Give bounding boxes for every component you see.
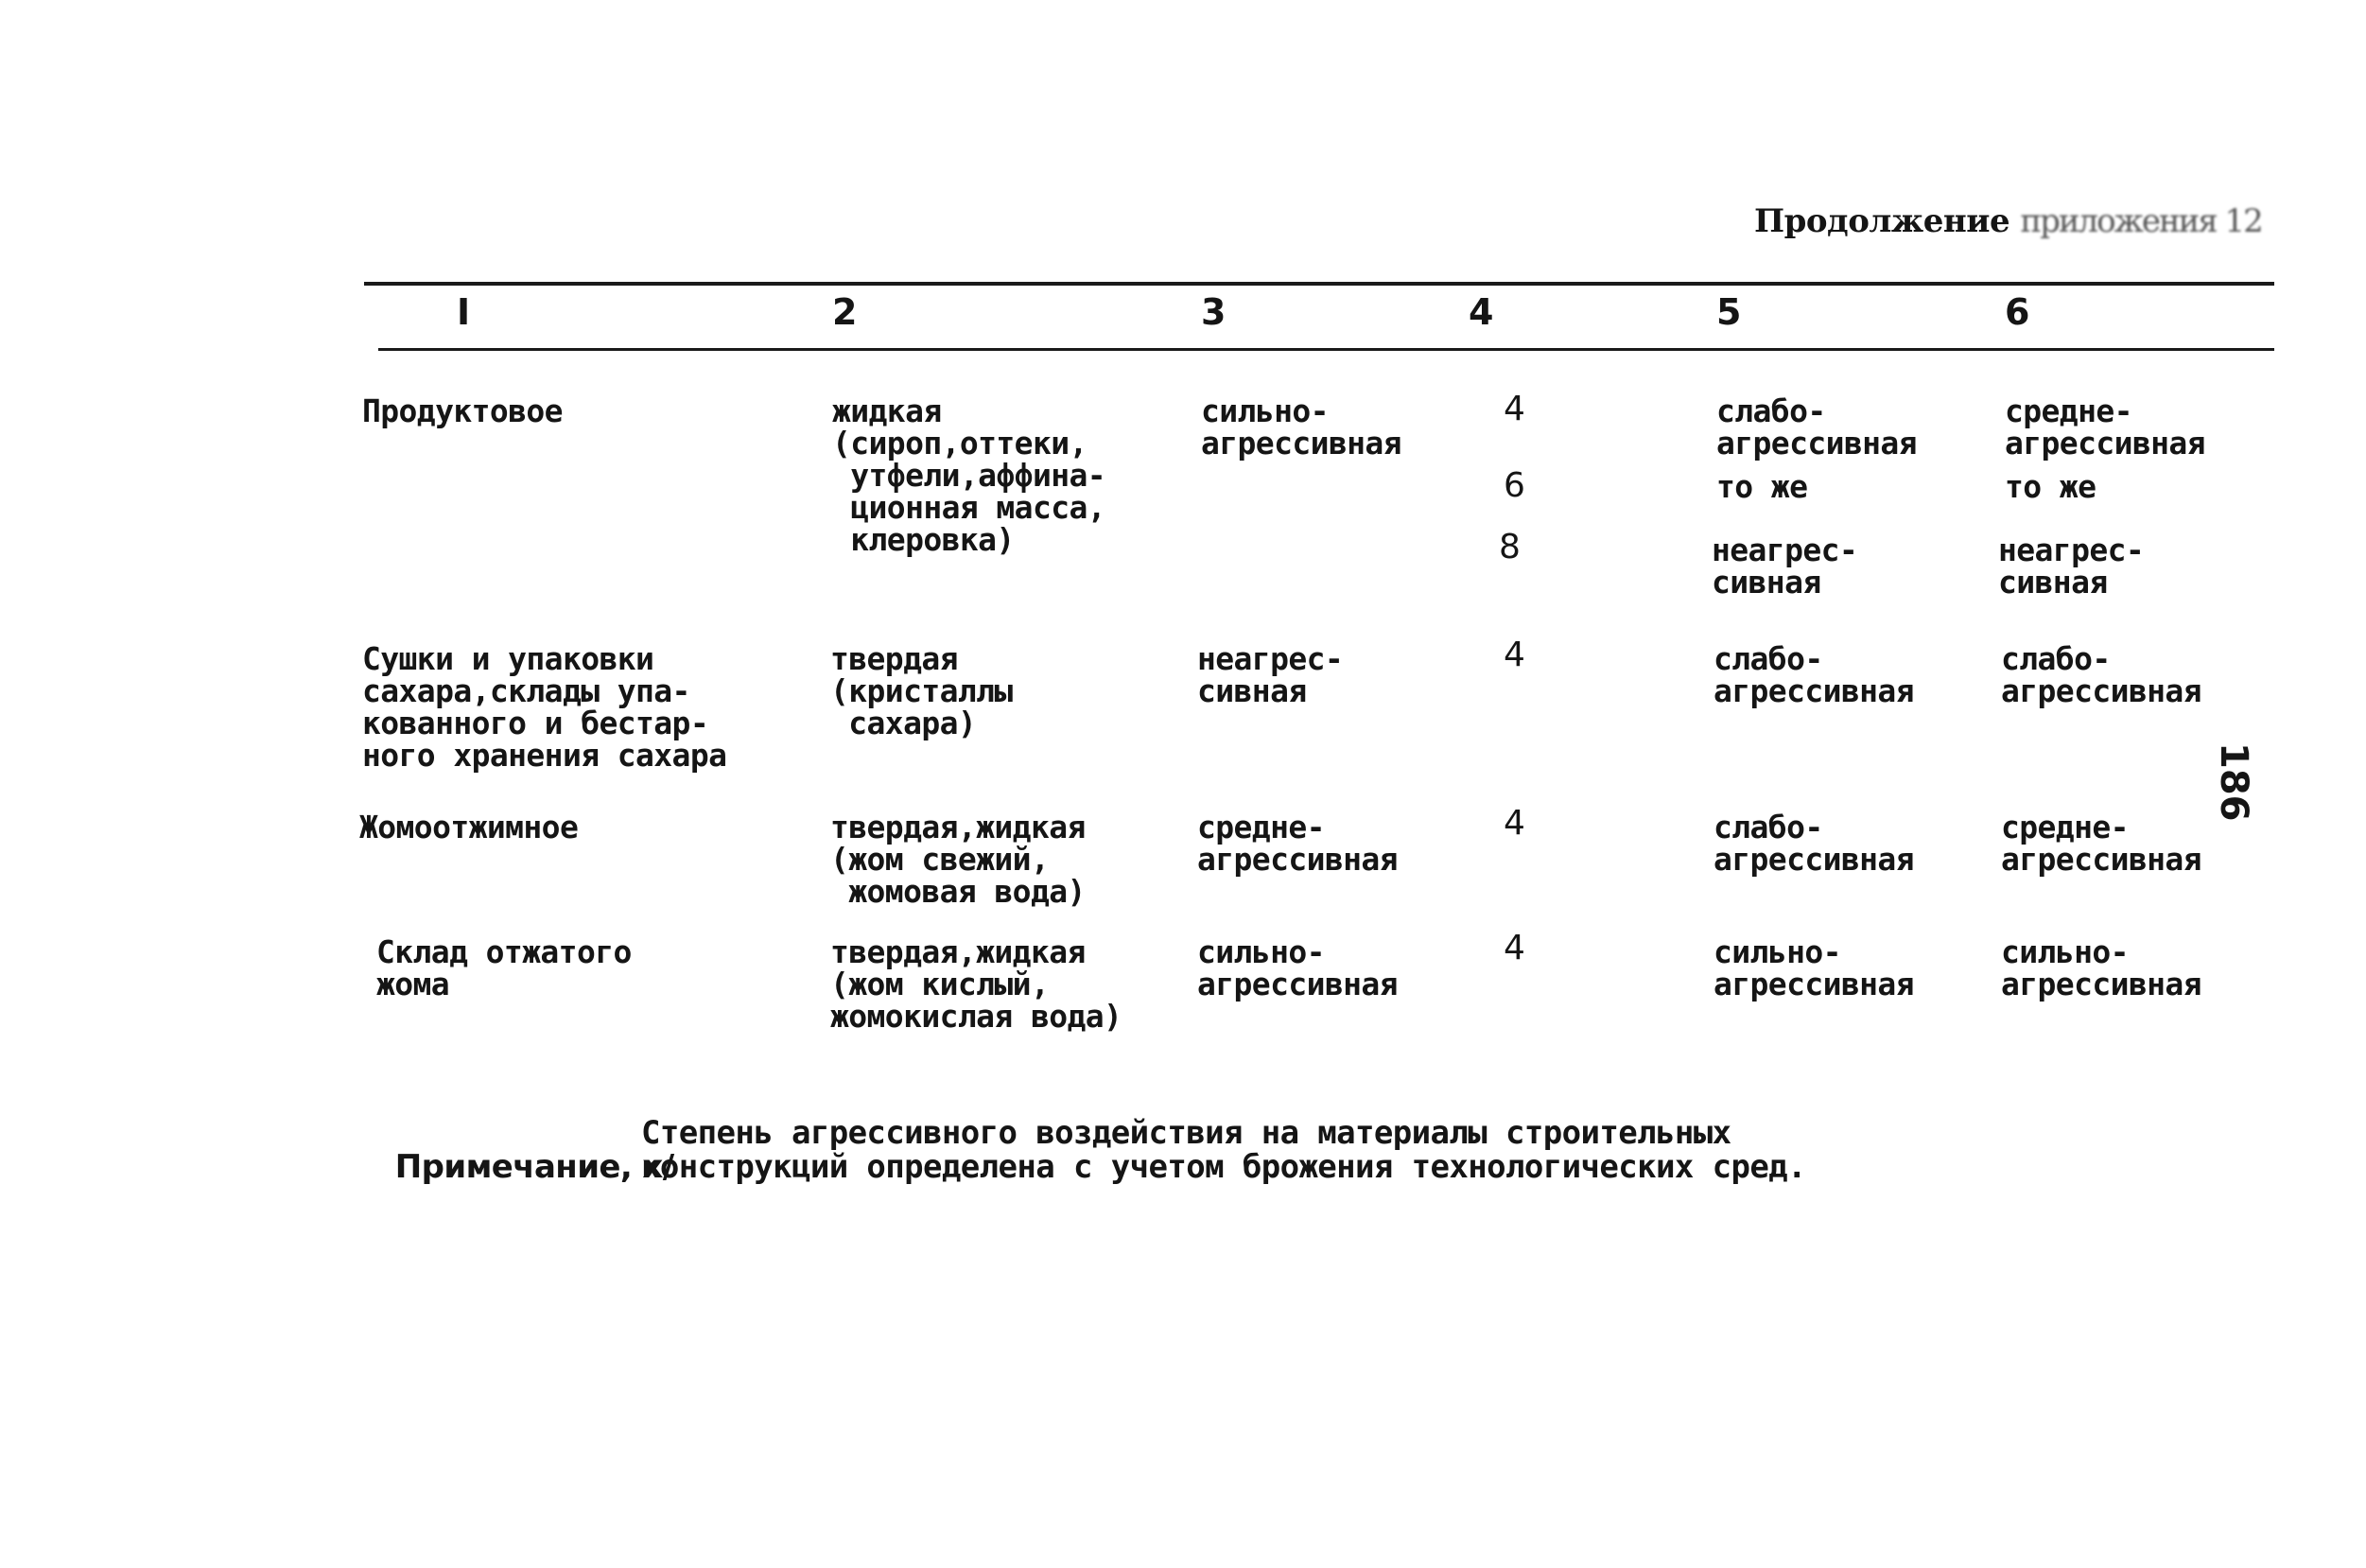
footnote-label: Примечание, х/ [394, 1148, 674, 1186]
col-header-2: 2 [832, 291, 858, 333]
col-header-3: 3 [1201, 291, 1226, 333]
table-top-rule [364, 282, 2274, 286]
row3-level1-col6: средне- агрессивная [2001, 809, 2201, 878]
footnote-text: Степень агрессивного воздействия на материалы строительных конструкций определена с учетом брожения технологических сред. [641, 1114, 1806, 1186]
row2-medium: твердая (кристаллы сахара) [830, 640, 1013, 741]
row2-aggressiveness: неагрес- сивная [1197, 640, 1344, 709]
row1-level1-value: 4 [1504, 390, 1525, 428]
row2-level1-col6: слабо- агрессивная [2001, 640, 2201, 709]
row4-room: Склад отжатого жома [376, 933, 632, 1002]
row1-level1-col5: слабо- агрессивная [1716, 392, 1917, 462]
row3-medium: твердая,жидкая (жом свежий, жомовая вода) [830, 809, 1086, 910]
col-header-4: 4 [1469, 291, 1494, 333]
row1-level3-value: 8 [1499, 528, 1521, 566]
row3-level1-col5: слабо- агрессивная [1714, 809, 1914, 878]
row1-room: Продуктовое [362, 392, 563, 429]
row4-medium: твердая,жидкая (жом кислый, жомокислая вода) [830, 933, 1122, 1035]
row1-level3-col6: неагрес- сивная [1998, 531, 2145, 601]
footnote [357, 1114, 1806, 1218]
row1-level2-col6: то же [2005, 468, 2096, 505]
col-header-1: I [457, 291, 471, 333]
row3-aggressiveness: средне- агрессивная [1197, 809, 1398, 878]
row3-level1-value: 4 [1504, 804, 1525, 843]
continuation-smudged-text: приложения 12 [2020, 202, 2262, 240]
row4-level1-value: 4 [1504, 929, 1525, 967]
row1-level1-col6: средне- агрессивная [2005, 392, 2205, 462]
row1-level2-col5: то же [1716, 468, 1808, 505]
continuation-header [1754, 202, 2262, 240]
table-header-rule [378, 348, 2274, 351]
row4-aggressiveness: сильно- агрессивная [1197, 933, 1398, 1002]
row1-medium: жидкая (сироп,оттеки, утфели,аффина- ционная масса, клеровка) [832, 392, 1106, 558]
row1-aggressiveness: сильно- агрессивная [1201, 392, 1401, 462]
row2-level1-value: 4 [1504, 636, 1525, 674]
page-number: 186 [2212, 742, 2255, 822]
col-header-5: 5 [1716, 291, 1742, 333]
continuation-label: Продолжение [1754, 202, 2010, 240]
row2-level1-col5: слабо- агрессивная [1714, 640, 1914, 709]
row4-level1-col5: сильно- агрессивная [1714, 933, 1914, 1002]
col-header-6: 6 [2005, 291, 2030, 333]
row2-room: Сушки и упаковки сахара,склады упа- кованного и бестар- ного хранения сахара [362, 640, 727, 774]
row1-level3-col5: неагрес- сивная [1712, 531, 1858, 601]
row4-level1-col6: сильно- агрессивная [2001, 933, 2201, 1002]
row3-room: Жомоотжимное [359, 809, 579, 845]
row1-level2-value: 6 [1504, 466, 1525, 505]
